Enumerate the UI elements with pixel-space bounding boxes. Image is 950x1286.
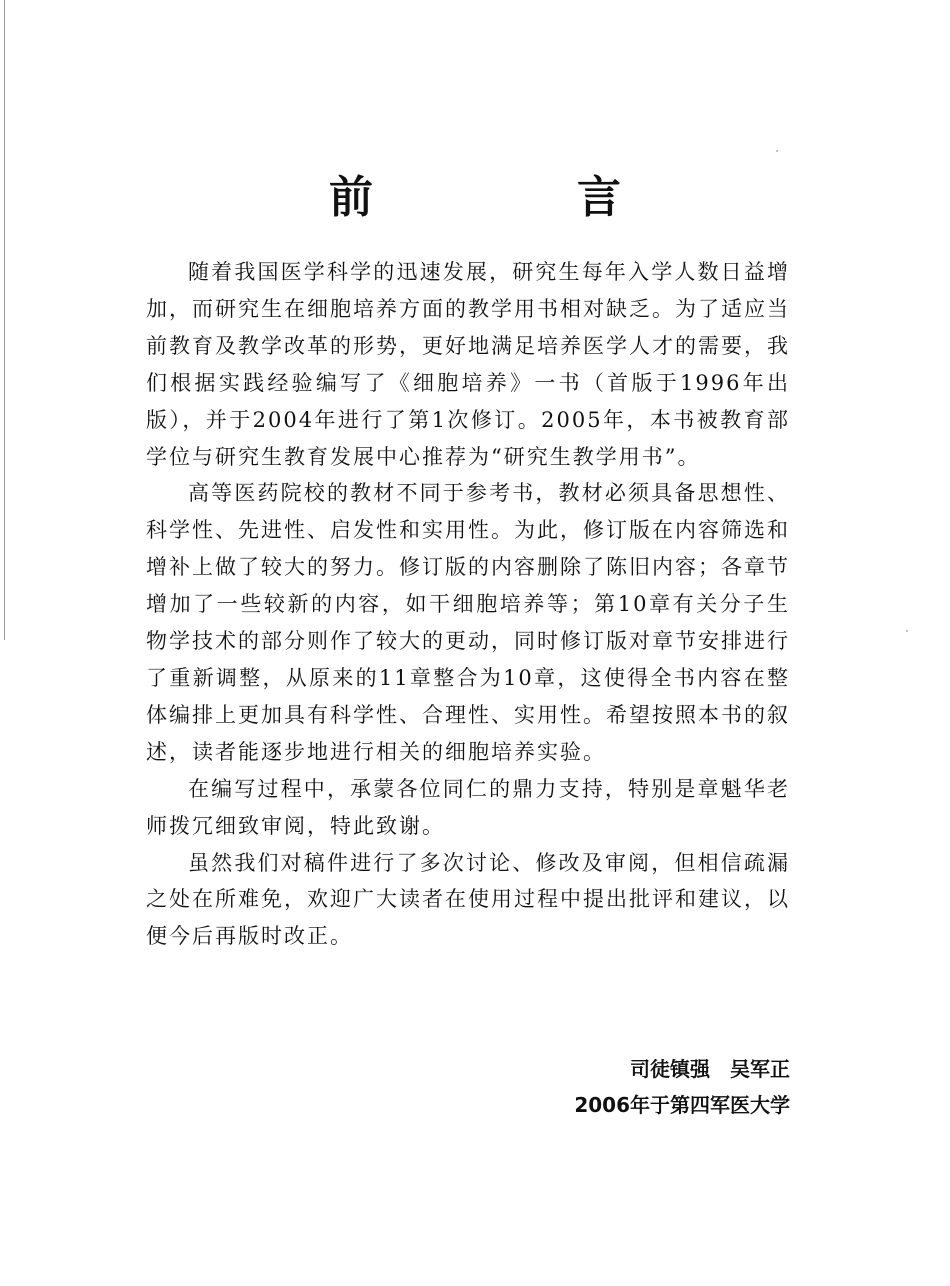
paragraph-2: 高等医药院校的教材不同于参考书，教材必须具备思想性、科学性、先进性、启发性和实用性。为此，修订版在内容筛选和增补上做了较大的努力。修订版的内容删除了陈旧内容；各章节增加了一些较新的内容，如干细胞培养等；第10章有关分子生物学技术的部分则作了较大的更动，同时修订版对章节安排进行了重新调整，从原来的11章整合为10章，这使得全书内容在整体编排上更加具有科学性、合理性、实用性。希望按照本书的叙述，读者能逐步地进行相关的细胞培养实验。 (146, 481, 790, 764)
paragraph-1: 随着我国医学科学的迅速发展，研究生每年入学人数日益增加，而研究生在细胞培养方面的教学用书相对缺乏。为了适应当前教育及教学改革的形势，更好地满足培养医学人才的需要，我们根据实践经验编写了《细胞培养》一书（首版于1996年出版），并于2004年进行了第1次修订。2005年，本书被教育部学位与研究生教育发展中心推荐为“研究生教学用书”。 (146, 260, 790, 469)
scan-speck (776, 150, 778, 152)
page-title: 前 言 (329, 172, 701, 223)
signature-block (574, 1051, 790, 1123)
preface-body (146, 254, 790, 955)
authors-line: 司徒镇强 吴军正 (630, 1057, 790, 1081)
page-edge-line (4, 0, 5, 640)
paragraph-4: 虽然我们对稿件进行了多次讨论、修改及审阅，但相信疏漏之处在所难免，欢迎广大读者在使用过程中提出批评和建议，以便今后再版时改正。 (146, 850, 790, 949)
date-place-line: 2006年于第四军医大学 (574, 1093, 790, 1117)
scan-speck (906, 630, 908, 632)
paragraph-3: 在编写过程中，承蒙各位同仁的鼎力支持，特别是章魁华老师拨冗细致审阅，特此致谢。 (146, 776, 790, 838)
